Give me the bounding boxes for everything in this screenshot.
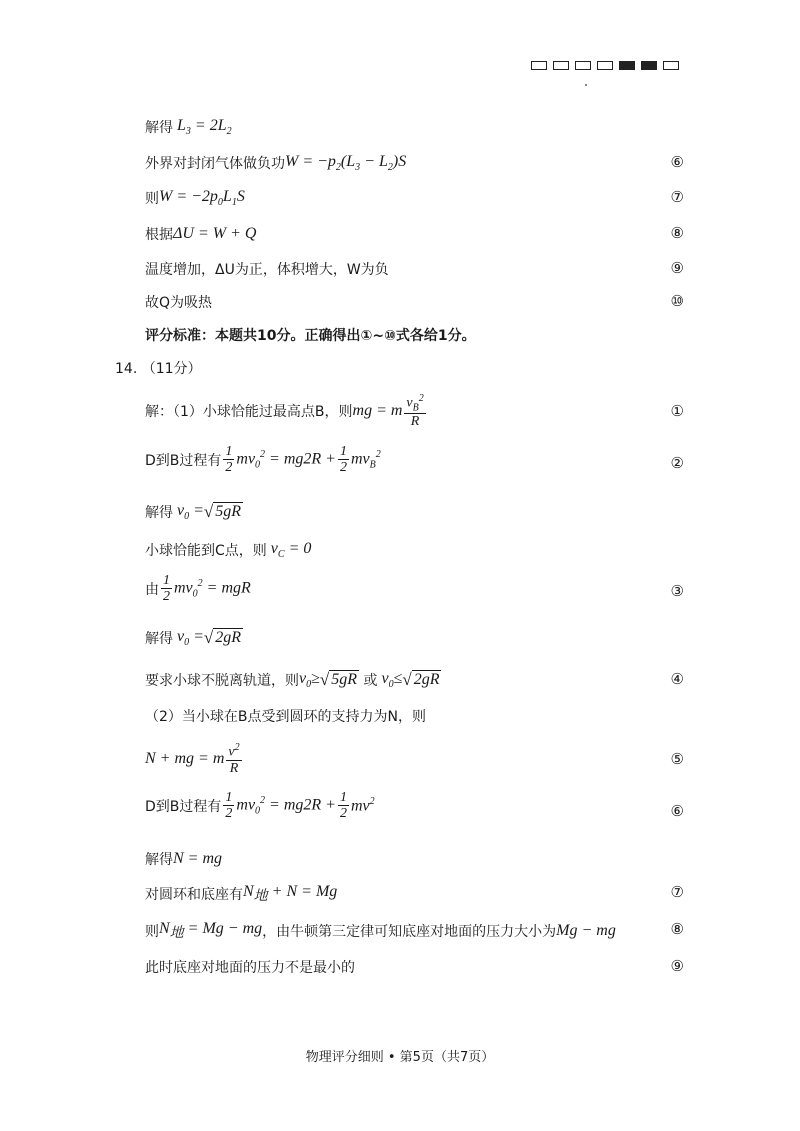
solution-line: 解得 $v_0$ = √ 2gR xyxy=(145,628,242,649)
equation-marker: ⑨ xyxy=(670,957,684,975)
indicator-square-filled xyxy=(641,61,657,70)
equation-marker: ⑦ xyxy=(670,188,684,206)
fraction: $\frac{1}{2}$ xyxy=(163,573,170,605)
solution-line: D到B过程有 $\frac{1}{2}$ $mv_0^2 = mg2R$ + $\frac{1}{2}$ $mv_B^2$ xyxy=(145,444,381,476)
equation-marker: ④ xyxy=(670,670,684,688)
fraction: $\frac{v_B^2}{R}$ xyxy=(406,393,424,430)
fraction: $\frac{1}{2}$ xyxy=(225,444,233,476)
sqrt: √ 5gR xyxy=(319,670,358,690)
question-title: 14. （11分） xyxy=(115,361,202,377)
indicator-square xyxy=(553,61,569,70)
solution-line: 由 $\frac{1}{2}$ $mv_0^2$ = mgR xyxy=(145,573,251,605)
solution-line: 小球恰能到C点，则 $v_C = 0$ xyxy=(145,540,312,561)
equation-marker: ③ xyxy=(670,582,684,600)
solution-line: 故Q为吸热 xyxy=(145,295,213,311)
solution-line: 要求小球不脱离轨道，则 $v_0\ge$ √ 5gR 或 $v_0\le$ √ 2gR xyxy=(145,670,440,691)
fraction: $\frac{v^2}{R}$ xyxy=(228,742,240,777)
equation-marker: ⑤ xyxy=(670,750,684,768)
page-footer: 物理评分细则 • 第5页（共7页） xyxy=(305,1050,495,1065)
equation-marker: ⑩ xyxy=(670,292,684,310)
solution-line: 解：（1）小球恰能过最高点B，则 mg = m $\frac{v_B^2}{R}$ xyxy=(145,393,424,430)
solution-line: N + mg = m $\frac{v^2}{R}$ xyxy=(145,742,240,777)
indicator-square xyxy=(663,61,679,70)
equation-marker: ⑨ xyxy=(670,259,684,277)
solution-line: 解得 N = mg xyxy=(145,850,223,868)
solution-line: 对圆环和底座有 $N_地 + N = Mg$ xyxy=(145,883,338,905)
grading-standard: 评分标准：本题共10分。正确得出①~⑩式各给1分。 xyxy=(145,328,476,344)
indicator-square-filled xyxy=(619,61,635,70)
solution-line: 解得 $L_3 = 2L_2$ xyxy=(145,117,232,138)
indicator-square xyxy=(597,61,613,70)
solution-line: （2）当小球在B点受到圆环的支持力为N，则 xyxy=(145,709,426,725)
dot-mark xyxy=(585,84,587,86)
sqrt: √ 2gR xyxy=(203,628,242,648)
sqrt: √ 2gR xyxy=(402,670,440,690)
indicator-square xyxy=(531,61,547,70)
equation-marker: ⑧ xyxy=(670,920,684,938)
solution-line: 温度增加，ΔU为正，体积增大，W为负 xyxy=(145,262,389,278)
indicator-square xyxy=(575,61,591,70)
page-indicator xyxy=(531,61,679,70)
solution-line: 则 $N_地 = Mg$ − mg ，由牛顿第三定律可知底座对地面的压力大小为 Mg − mg xyxy=(145,920,616,942)
equation-marker: ① xyxy=(670,402,684,420)
solution-line: 外界对封闭气体做负功 $W = -p_2(L_3 - L_2)S$ xyxy=(145,153,407,174)
solution-line: 此时底座对地面的压力不是最小的 xyxy=(145,960,355,976)
fraction: $\frac{1}{2}$ xyxy=(339,444,347,476)
equation-marker: ⑥ xyxy=(670,802,684,820)
solution-line: D到B过程有 $\frac{1}{2}$ $mv_0^2 = mg2R$ + $\frac{1}{2}$ $mv^2$ xyxy=(145,790,375,822)
equation-marker: ⑦ xyxy=(670,883,684,901)
solution-line: 则 $W = -2p_0L_1S$ xyxy=(145,188,245,209)
solution-line: 解得 $v_0$ = √ 5gR xyxy=(145,502,242,523)
equation-marker: ⑥ xyxy=(670,153,684,171)
fraction: $\frac{1}{2}$ xyxy=(225,790,233,822)
fraction: $\frac{1}{2}$ xyxy=(339,790,347,822)
sqrt: √ 5gR xyxy=(203,502,242,522)
solution-line: 根据 ΔU = W + Q xyxy=(145,225,257,243)
equation-marker: ② xyxy=(670,454,684,472)
equation-marker: ⑧ xyxy=(670,224,684,242)
